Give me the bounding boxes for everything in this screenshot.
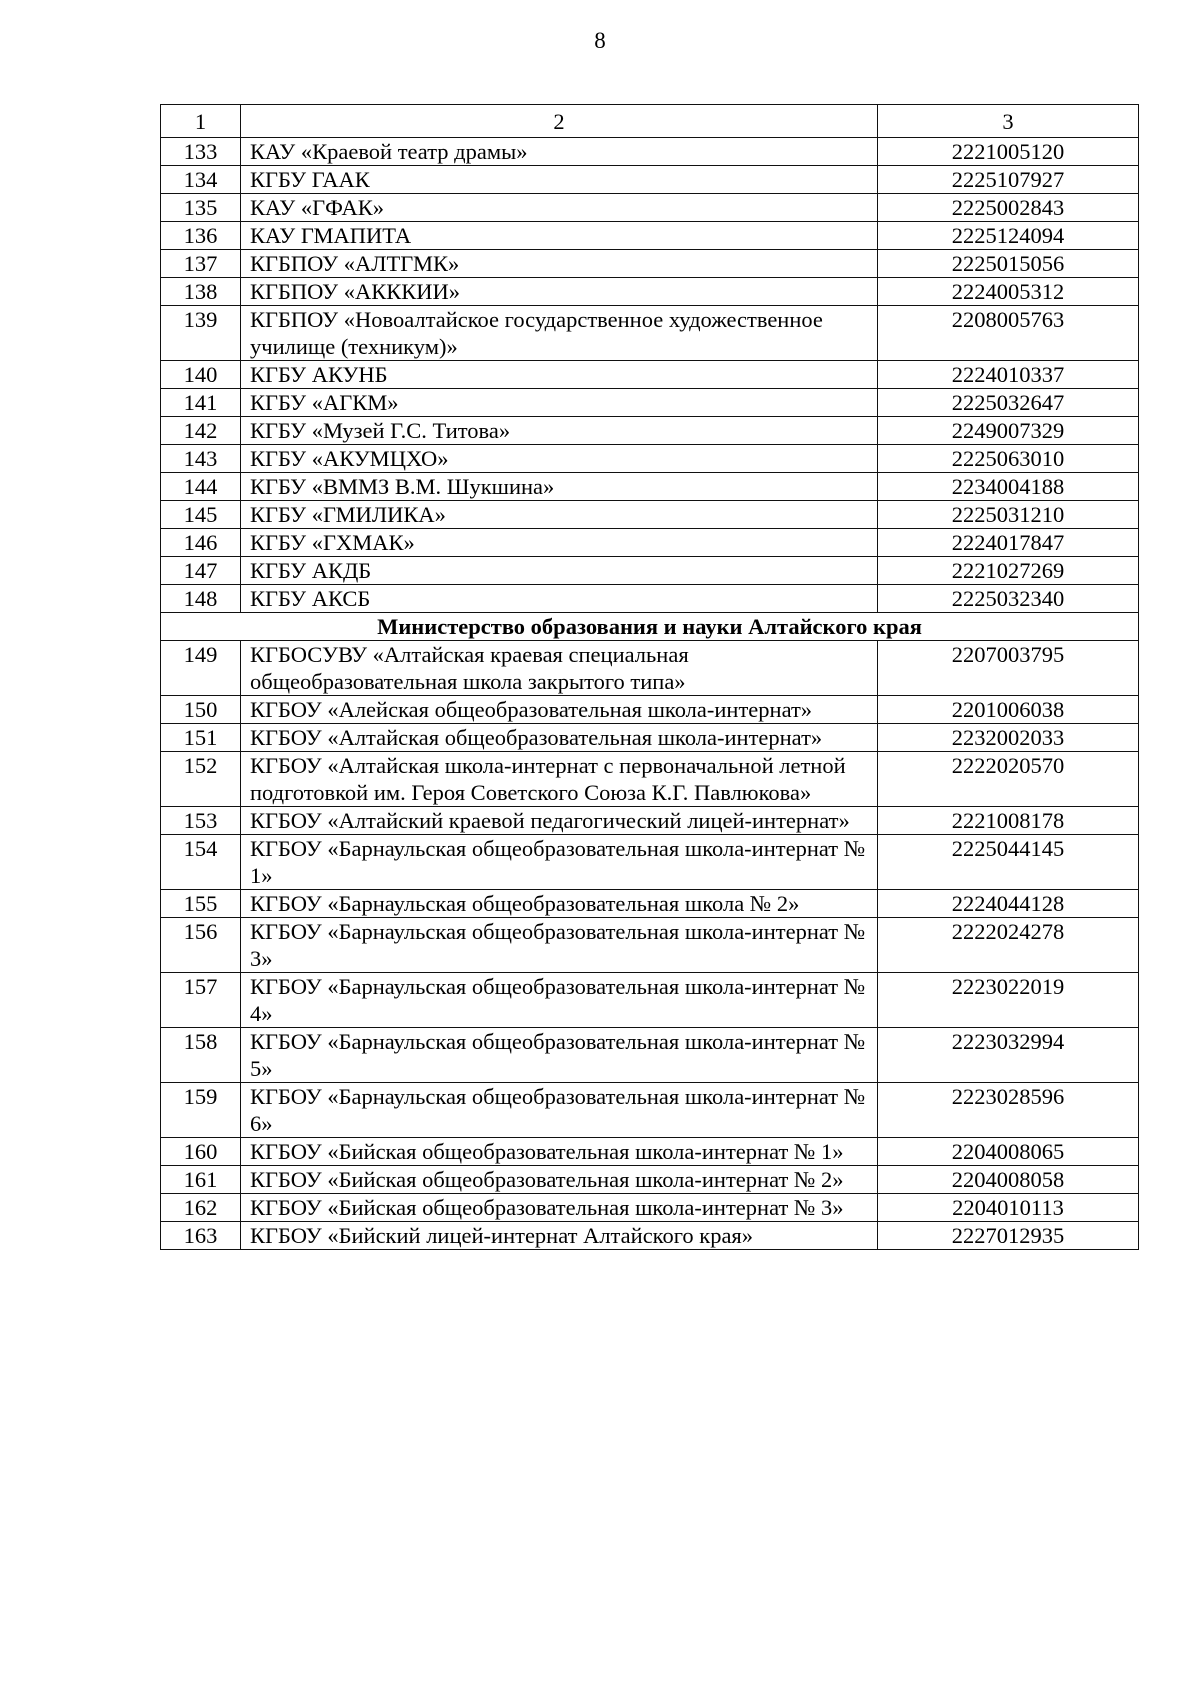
table-row <box>161 445 1139 473</box>
column-header-inn: 3 <box>878 105 1139 138</box>
table-row <box>161 807 1139 835</box>
table-row <box>161 166 1139 194</box>
row-number-cell: 158 <box>161 1028 241 1083</box>
row-number-cell: 150 <box>161 696 241 724</box>
table-row <box>161 1138 1139 1166</box>
row-number-cell: 139 <box>161 306 241 361</box>
table-row <box>161 752 1139 807</box>
row-number-cell: 148 <box>161 585 241 613</box>
row-number-cell: 138 <box>161 278 241 306</box>
section-title: Министерство образования и науки Алтайского края <box>161 613 1139 641</box>
inn-cell: 2222024278 <box>878 918 1139 973</box>
row-number-cell: 159 <box>161 1083 241 1138</box>
organization-name-cell: КГБОУ «Бийская общеобразовательная школа-интернат № 1» <box>241 1138 878 1166</box>
inn-cell: 2224005312 <box>878 278 1139 306</box>
organization-name-cell: КГБОСУВУ «Алтайская краевая специальная общеобразовательная школа закрытого типа» <box>241 641 878 696</box>
organization-name-cell: КГБОУ «Барнаульская общеобразовательная школа № 2» <box>241 890 878 918</box>
organization-name-cell: КАУ ГМАПИТА <box>241 222 878 250</box>
table-row <box>161 890 1139 918</box>
organization-name-cell: КАУ «Краевой театр драмы» <box>241 138 878 166</box>
table-row <box>161 138 1139 166</box>
section-row <box>161 613 1139 641</box>
inn-cell: 2201006038 <box>878 696 1139 724</box>
table-row <box>161 557 1139 585</box>
organization-name-cell: КГБУ «АГКМ» <box>241 389 878 417</box>
row-number-cell: 157 <box>161 973 241 1028</box>
row-number-cell: 162 <box>161 1194 241 1222</box>
row-number-cell: 147 <box>161 557 241 585</box>
table-row <box>161 250 1139 278</box>
column-header-name: 2 <box>241 105 878 138</box>
organization-name-cell: КГБОУ «Барнаульская общеобразовательная школа-интернат № 1» <box>241 835 878 890</box>
table-row <box>161 529 1139 557</box>
row-number-cell: 135 <box>161 194 241 222</box>
inn-cell: 2221005120 <box>878 138 1139 166</box>
row-number-cell: 151 <box>161 724 241 752</box>
inn-cell: 2225124094 <box>878 222 1139 250</box>
inn-cell: 2224010337 <box>878 361 1139 389</box>
organization-name-cell: КГБОУ «Алейская общеобразовательная школа-интернат» <box>241 696 878 724</box>
organization-name-cell: КГБОУ «Алтайский краевой педагогический лицей-интернат» <box>241 807 878 835</box>
organization-name-cell: КГБУ АКДБ <box>241 557 878 585</box>
organization-name-cell: КГБПОУ «АЛТГМК» <box>241 250 878 278</box>
table-row <box>161 585 1139 613</box>
inn-cell: 2204008065 <box>878 1138 1139 1166</box>
inn-cell: 2227012935 <box>878 1222 1139 1250</box>
table-row <box>161 641 1139 696</box>
organization-name-cell: КГБОУ «Барнаульская общеобразовательная школа-интернат № 3» <box>241 918 878 973</box>
table-body <box>161 105 1139 1250</box>
organization-name-cell: КГБУ «АКУМЦХО» <box>241 445 878 473</box>
table-row <box>161 1083 1139 1138</box>
inn-cell: 2225032340 <box>878 585 1139 613</box>
row-number-cell: 137 <box>161 250 241 278</box>
inn-cell: 2208005763 <box>878 306 1139 361</box>
inn-cell: 2207003795 <box>878 641 1139 696</box>
inn-cell: 2223032994 <box>878 1028 1139 1083</box>
organization-name-cell: КГБУ «ВММЗ В.М. Шукшина» <box>241 473 878 501</box>
organization-name-cell: КГБУ АКУНБ <box>241 361 878 389</box>
inn-cell: 2232002033 <box>878 724 1139 752</box>
row-number-cell: 154 <box>161 835 241 890</box>
row-number-cell: 145 <box>161 501 241 529</box>
organization-name-cell: КГБОУ «Барнаульская общеобразовательная школа-интернат № 5» <box>241 1028 878 1083</box>
organizations-table <box>160 104 1139 1250</box>
organization-name-cell: КГБОУ «Алтайская общеобразовательная школа-интернат» <box>241 724 878 752</box>
organization-name-cell: КГБУ АКСБ <box>241 585 878 613</box>
organization-name-cell: КГБОУ «Алтайская школа-интернат с первоначальной летной подготовкой им. Героя Советского Союза К.Г. Павлюкова» <box>241 752 878 807</box>
column-header-number: 1 <box>161 105 241 138</box>
page-number: 8 <box>594 28 606 53</box>
table-row <box>161 501 1139 529</box>
inn-cell: 2225015056 <box>878 250 1139 278</box>
table-row <box>161 696 1139 724</box>
table-row <box>161 194 1139 222</box>
inn-cell: 2221027269 <box>878 557 1139 585</box>
row-number-cell: 141 <box>161 389 241 417</box>
inn-cell: 2225031210 <box>878 501 1139 529</box>
organization-name-cell: КГБОУ «Бийская общеобразовательная школа-интернат № 2» <box>241 1166 878 1194</box>
table-row <box>161 417 1139 445</box>
inn-cell: 2225032647 <box>878 389 1139 417</box>
organization-name-cell: КГБОУ «Бийский лицей-интернат Алтайского края» <box>241 1222 878 1250</box>
table-row <box>161 222 1139 250</box>
table-row <box>161 306 1139 361</box>
table-header-row <box>161 105 1139 138</box>
table-row <box>161 361 1139 389</box>
row-number-cell: 149 <box>161 641 241 696</box>
table-row <box>161 389 1139 417</box>
row-number-cell: 133 <box>161 138 241 166</box>
table-row <box>161 1028 1139 1083</box>
organization-name-cell: КГБОУ «Барнаульская общеобразовательная школа-интернат № 4» <box>241 973 878 1028</box>
row-number-cell: 134 <box>161 166 241 194</box>
table-row <box>161 973 1139 1028</box>
organization-name-cell: КГБУ «ГМИЛИКА» <box>241 501 878 529</box>
inn-cell: 2224044128 <box>878 890 1139 918</box>
table-row <box>161 1222 1139 1250</box>
row-number-cell: 143 <box>161 445 241 473</box>
organization-name-cell: КАУ «ГФАК» <box>241 194 878 222</box>
row-number-cell: 153 <box>161 807 241 835</box>
row-number-cell: 140 <box>161 361 241 389</box>
table-row <box>161 918 1139 973</box>
inn-cell: 2204010113 <box>878 1194 1139 1222</box>
row-number-cell: 155 <box>161 890 241 918</box>
inn-cell: 2222020570 <box>878 752 1139 807</box>
organization-name-cell: КГБПОУ «АКККИИ» <box>241 278 878 306</box>
inn-cell: 2221008178 <box>878 807 1139 835</box>
row-number-cell: 156 <box>161 918 241 973</box>
inn-cell: 2249007329 <box>878 417 1139 445</box>
table-row <box>161 835 1139 890</box>
row-number-cell: 142 <box>161 417 241 445</box>
inn-cell: 2225063010 <box>878 445 1139 473</box>
row-number-cell: 160 <box>161 1138 241 1166</box>
inn-cell: 2225044145 <box>878 835 1139 890</box>
row-number-cell: 146 <box>161 529 241 557</box>
row-number-cell: 152 <box>161 752 241 807</box>
organization-name-cell: КГБУ «Музей Г.С. Титова» <box>241 417 878 445</box>
row-number-cell: 161 <box>161 1166 241 1194</box>
table-row <box>161 1194 1139 1222</box>
organization-name-cell: КГБУ «ГХМАК» <box>241 529 878 557</box>
inn-cell: 2225002843 <box>878 194 1139 222</box>
organization-name-cell: КГБПОУ «Новоалтайское государственное художественное училище (техникум)» <box>241 306 878 361</box>
inn-cell: 2223022019 <box>878 973 1139 1028</box>
organization-name-cell: КГБОУ «Бийская общеобразовательная школа-интернат № 3» <box>241 1194 878 1222</box>
table-row <box>161 1166 1139 1194</box>
inn-cell: 2204008058 <box>878 1166 1139 1194</box>
inn-cell: 2224017847 <box>878 529 1139 557</box>
inn-cell: 2225107927 <box>878 166 1139 194</box>
inn-cell: 2223028596 <box>878 1083 1139 1138</box>
row-number-cell: 136 <box>161 222 241 250</box>
organization-name-cell: КГБУ ГААК <box>241 166 878 194</box>
row-number-cell: 144 <box>161 473 241 501</box>
organization-name-cell: КГБОУ «Барнаульская общеобразовательная школа-интернат № 6» <box>241 1083 878 1138</box>
table-row <box>161 473 1139 501</box>
inn-cell: 2234004188 <box>878 473 1139 501</box>
table-row <box>161 724 1139 752</box>
table-row <box>161 278 1139 306</box>
row-number-cell: 163 <box>161 1222 241 1250</box>
